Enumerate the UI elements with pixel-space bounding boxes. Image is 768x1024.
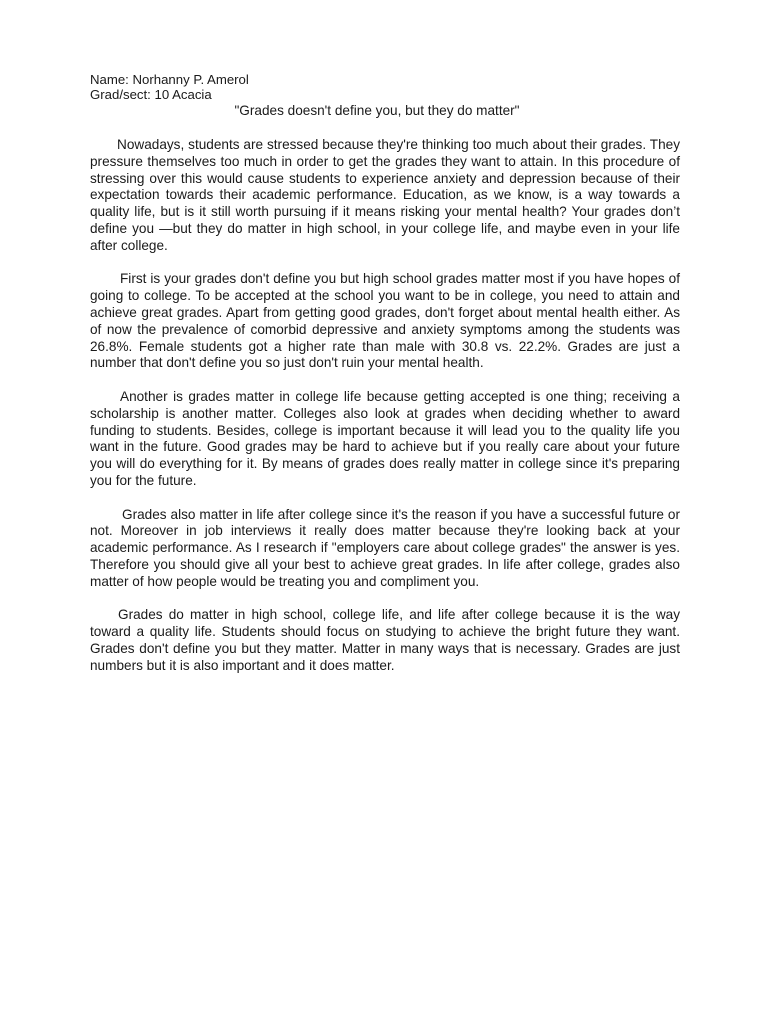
- paragraph-conclusion: Grades do matter in high school, college life, and life after college because it is the way toward a quality life. Students should focus on studying to achieve the bright future they want. Grades don't define you but they matter. Matter in many ways that is necessary. Grades are just numbers but it is also important and it does matter.: [90, 607, 680, 673]
- essay-title: "Grades doesn't define you, but they do matter": [234, 103, 520, 118]
- author-name: Name: Norhanny P. Amerol: [90, 72, 249, 87]
- grade-section: Grad/sect: 10 Acacia: [90, 87, 212, 102]
- paragraph-intro: Nowadays, students are stressed because they're thinking too much about their grades. They pressure themselves too much in order to get the grades they want to attain. In this procedure of stressing over this would cause students to experience anxiety and depression because of their expectation towards their academic performance. Education, as we know, is a way towards a quality life, but is it still worth pursuing if it means risking your mental health? Your grades don’t define you —but they do matter in high school, in your college life, and maybe even in your life after college.: [90, 137, 680, 253]
- paragraph-high-school: First is your grades don't define you but high school grades matter most if you have hopes of going to college. To be accepted at the school you want to be in college, you need to attain and achieve great grades. Apart from getting good grades, don't forget about mental health either. As of now the prevalence of comorbid depressive and anxiety symptoms among the students was 26.8%. Female students got a higher rate than male with 30.8 vs. 22.2%. Grades are just a number that don't define you so just don't ruin your mental health.: [90, 271, 680, 371]
- paragraph-college-life: Another is grades matter in college life because getting accepted is one thing; receiving a scholarship is another matter. Colleges also look at grades when deciding whether to award funding to students. Besides, college is important because it will lead you to the quality life you want in the future. Good grades may be hard to achieve but if you really care about your future you will do everything for it. By means of grades does really matter in college since it's preparing you for the future.: [90, 388, 680, 488]
- paragraph-after-college: Grades also matter in life after college since it's the reason if you have a successful future or not. Moreover in job interviews it really does matter because they're looking back at your academic performance. As I research if "employers care about college grades" the answer is yes. Therefore you should give all your best to achieve great grades. In life after college, grades also matter of how people would be treating you and compliment you.: [90, 506, 680, 589]
